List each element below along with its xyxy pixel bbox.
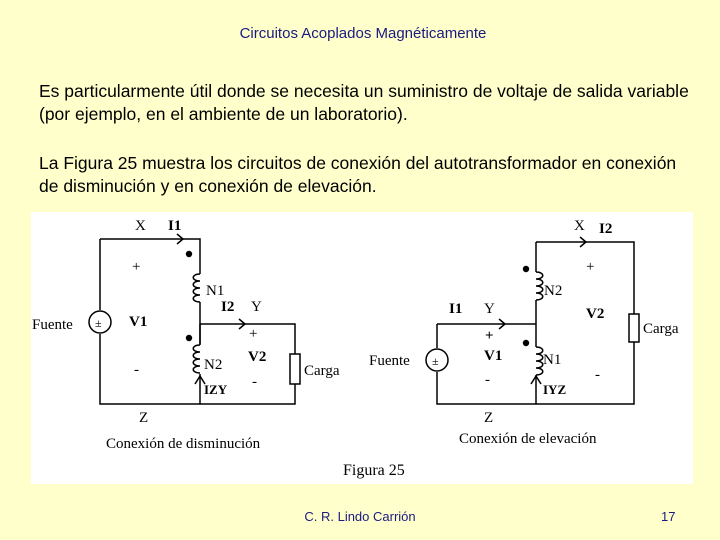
right-wire-top xyxy=(536,242,634,314)
right-node-z: Z xyxy=(484,410,494,426)
left-current-i2: I2 xyxy=(221,299,235,315)
right-dot-n1 xyxy=(523,340,529,346)
right-current-iyz: IYZ xyxy=(543,382,567,397)
left-voltage-v2: V2 xyxy=(248,349,267,365)
right-coil-n2 xyxy=(536,272,543,300)
left-coil-n1 xyxy=(193,274,200,302)
slide-title: Circuitos Acoplados Magnéticamente xyxy=(239,25,487,42)
right-plus-top: + xyxy=(586,259,595,275)
right-minus-left: - xyxy=(485,372,490,388)
right-current-i1: I1 xyxy=(449,301,463,317)
paragraph-2: La Figura 25 muestra los circuitos de conexión del autotransformador en conexión de disminución y en conexión de elevación. xyxy=(39,153,677,196)
left-load-label: Carga xyxy=(304,363,340,379)
figure-caption: Figura 25 xyxy=(343,462,405,479)
left-dot-n1 xyxy=(186,251,192,257)
right-current-i2: I2 xyxy=(599,221,613,237)
left-current-izy: IZY xyxy=(204,382,228,397)
left-minus-left: - xyxy=(134,362,139,378)
right-dots xyxy=(523,266,529,346)
left-source-symbol: ± xyxy=(95,316,102,330)
left-coil-n2-label: N2 xyxy=(204,357,223,373)
paragraph-1: Es particularmente útil donde se necesita un suministro de voltaje de salida variable (por ejemplo, en el ambiente de un laboratorio). xyxy=(39,81,689,124)
right-coil-n2-label: N2 xyxy=(544,283,563,299)
right-plus-mid: + xyxy=(485,328,494,344)
left-plus-mid: + xyxy=(249,326,258,342)
left-wire-left-bottom xyxy=(100,334,200,404)
circuit-diagram xyxy=(31,212,693,484)
left-coil-n2 xyxy=(193,345,200,373)
left-source-label: Fuente xyxy=(32,317,73,333)
right-load-label: Carga xyxy=(643,321,679,337)
right-node-x: X xyxy=(574,218,585,234)
right-coil-n1 xyxy=(536,347,543,375)
left-current-i1: I1 xyxy=(168,218,182,234)
right-caption: Conexión de elevación xyxy=(459,431,597,447)
left-wire-top xyxy=(100,239,200,260)
page-number: 17 xyxy=(661,509,676,524)
right-voltage-v2: V2 xyxy=(586,306,605,322)
left-circuit xyxy=(89,234,300,404)
right-source-label: Fuente xyxy=(369,353,410,369)
left-node-x: X xyxy=(135,218,146,234)
right-minus-right: - xyxy=(595,367,600,383)
left-node-z: Z xyxy=(139,410,149,426)
right-dot-n2 xyxy=(523,266,529,272)
figure-25 xyxy=(31,212,693,484)
right-voltage-v1: V1 xyxy=(484,348,503,364)
right-load-resistor xyxy=(629,314,639,342)
left-dot-n2 xyxy=(186,335,192,341)
left-voltage-v1: V1 xyxy=(129,314,148,330)
left-minus-right: - xyxy=(252,374,257,390)
left-dots xyxy=(186,251,192,341)
footer-author: C. R. Lindo Carrión xyxy=(304,509,416,524)
left-node-y: Y xyxy=(251,299,262,315)
right-source-symbol: ± xyxy=(432,354,439,368)
left-load-resistor xyxy=(290,354,300,384)
left-coil-n1-label: N1 xyxy=(206,283,225,299)
right-circuit xyxy=(426,237,639,404)
right-node-y: Y xyxy=(484,301,495,317)
left-plus-top: + xyxy=(132,259,141,275)
right-coil-n1-label: N1 xyxy=(543,352,562,368)
left-caption: Conexión de disminución xyxy=(106,436,261,452)
